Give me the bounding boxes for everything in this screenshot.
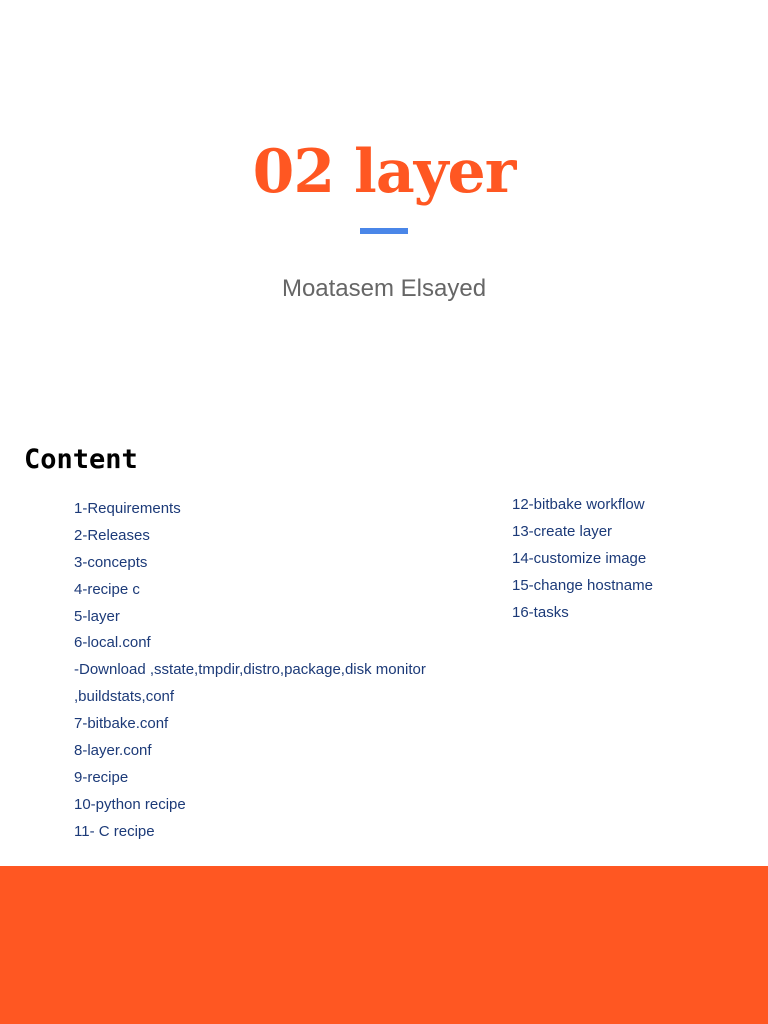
- title-underline: [360, 228, 408, 234]
- toc-item: 3-concepts: [74, 553, 148, 571]
- toc-item: 14-customize image: [512, 549, 647, 567]
- toc-item: 9-recipe: [74, 768, 129, 786]
- toc-item: 2-Releases: [74, 526, 150, 544]
- toc-item: 13-create layer: [512, 522, 613, 540]
- slide-title: 02 layer: [252, 137, 516, 207]
- author-name: Moatasem Elsayed: [281, 275, 487, 302]
- toc-item: 16-tasks: [512, 603, 569, 621]
- toc-item: 11- C recipe: [74, 822, 155, 840]
- toc-item: 4-recipe c: [74, 580, 140, 598]
- footer-band: [0, 866, 768, 1024]
- toc-item: 10-python recipe: [74, 795, 186, 813]
- toc-item: ,buildstats,conf: [74, 688, 175, 706]
- toc-list-right: [512, 492, 653, 626]
- toc-item: 7-bitbake.conf: [74, 715, 169, 733]
- toc-item: 1-Requirements: [74, 500, 181, 517]
- toc-item: 6-local.conf: [74, 634, 151, 652]
- toc-item: 5-layer: [74, 607, 120, 625]
- toc-list-left: [74, 496, 426, 846]
- content-heading: Content: [24, 444, 138, 475]
- toc-item: 8-layer.conf: [74, 742, 152, 760]
- toc-item: 15-change hostname: [512, 576, 653, 594]
- toc-item: -Download ,sstate,tmpdir,distro,package,disk monitor: [74, 661, 426, 679]
- toc-item: 12-bitbake workflow: [512, 496, 645, 513]
